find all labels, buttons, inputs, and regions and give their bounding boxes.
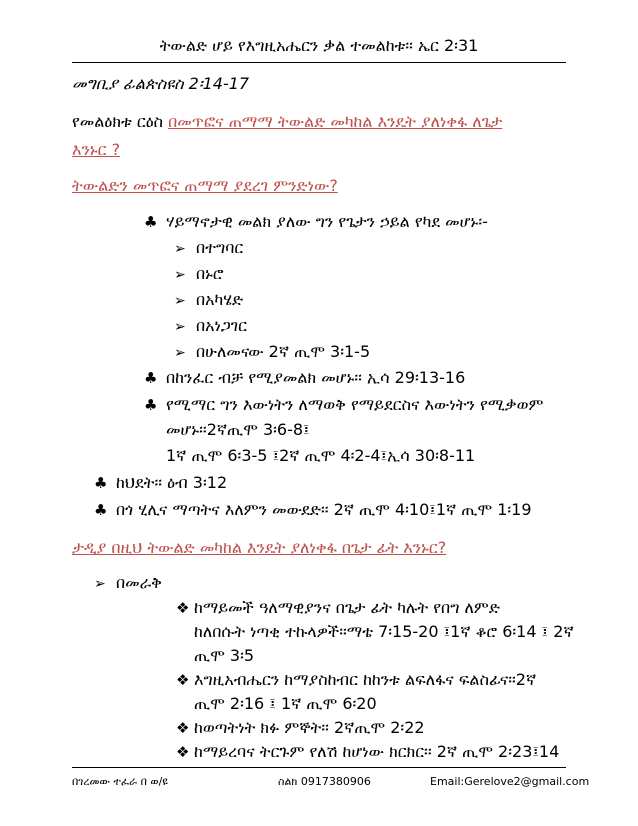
- s1-bullet-3: [144, 395, 543, 415]
- s2-diamond-1: [176, 598, 500, 618]
- club-bullet-icon: ♣: [94, 501, 108, 519]
- s2-diamond-1-text-1: ከማይመች ዓለማዊያንና በጌታ ፊት ካሉት የበግ ለምድ: [194, 598, 500, 617]
- club-bullet-icon: ♣: [144, 369, 158, 387]
- s2-diamond-3-text: ከወጣትነት ክፉ ምኞት፡፡ 2ኛጢሞ 2፡22: [194, 718, 425, 737]
- s2-diamond-4: [176, 742, 559, 762]
- page-header: ትውልድ ሆይ የእግዚአሔርን ቃል ተመልከቱ፡፡ ኤር 2፡31: [159, 36, 479, 55]
- section1-title: ትውልድን መጥፎና ጠማማ ያደረገ ምንድነው?: [72, 176, 338, 195]
- arrow-bullet-icon: ➢: [174, 293, 186, 309]
- s2-diamond-2-text-1: እግዚአብሔርን ከማያስከብር ከከንቱ ልፍለፋና ፍልስፊና፡፡2ኛ: [194, 670, 537, 689]
- arrow-bullet-icon: ➢: [174, 241, 186, 257]
- s1-sub-3: [174, 290, 243, 310]
- footer-email: Email:Gerelove2@gmail.com: [430, 775, 590, 788]
- s1-bullet-3-text-3: 1ኛ ጢሞ 6፡3-5 ፤2ኛ ጢሞ 4፡2-4፤ኢሳ 30፡8-11: [166, 446, 476, 465]
- s1-bullet-4-text: ከህደት፡፡ ዕብ 3፡12: [116, 473, 228, 492]
- s1-sub-1-text: በተግባር: [196, 238, 244, 257]
- header-rule: [72, 62, 566, 63]
- diamond-bullet-icon: ❖: [176, 599, 190, 617]
- footer-author: በገረመው ተፈራ በ ወ/ዩ: [72, 775, 168, 788]
- s1-bullet-5-text: በጎ ሂሊና ማጣትና እለምን መውደድ፡፡ 2ኛ ጢሞ 4፡10፤1ኛ ጢሞ 1፡19: [116, 500, 532, 519]
- arrow-bullet-icon: ➢: [174, 319, 186, 335]
- diamond-bullet-icon: ❖: [176, 671, 190, 689]
- s1-sub-4-text: በአነጋገር: [196, 316, 247, 335]
- s1-sub-5: [174, 342, 370, 362]
- reading-reference: መግቢያ ፊልጵስዩስ 2፡14-17: [72, 74, 250, 93]
- s1-bullet-1: [144, 212, 488, 232]
- s1-bullet-2: [144, 368, 465, 388]
- topic-lead: የመልዕክቱ ርዕስ: [72, 112, 169, 131]
- arrow-bullet-icon: ➢: [174, 345, 186, 361]
- s2-diamond-1-text-3: ጢሞ 3፡5: [194, 646, 255, 665]
- s2-arrow-text: በመራቅ: [116, 573, 162, 592]
- s1-bullet-3-text-1: የሚማር ግን እውነትን ለማወቅ የማይደርስና እውነትን የሚቃወም: [166, 395, 544, 414]
- s1-sub-5-text: በሁለመናው 2ኛ ጢሞ 3፡1-5: [196, 342, 371, 361]
- diamond-bullet-icon: ❖: [176, 743, 190, 761]
- topic-highlight-1: በመጥፎና ጠማማ ትውልድ መካከል እንዴት ያለነቀፋ ለጌታ: [168, 112, 503, 131]
- s1-sub-4: [174, 316, 247, 336]
- topic-line-1: [72, 112, 502, 132]
- section2-title: ታዲያ በዚህ ትውልድ መካከል እንዴት ያለነቀፋ በጌታ ፊት እንኑር?: [72, 538, 447, 557]
- s2-diamond-2-text-2: ጢሞ 2፡16 ፤ 1ኛ ጢሞ 6፡20: [194, 694, 377, 713]
- s1-bullet-1-text: ሃይማኖታዊ መልክ ያለው ግን የጌታን ኃይል የካደ መሆኑ፡-: [166, 212, 488, 231]
- s1-bullet-2-text: በከንፈር ብቻ የሚያመልክ መሆኑ፡፡ ኢሳ 29፡13-16: [166, 368, 466, 387]
- s1-bullet-5: [94, 500, 532, 520]
- arrow-bullet-icon: ➢: [94, 576, 106, 592]
- s1-sub-2-text: በኑሮ: [196, 264, 224, 283]
- club-bullet-icon: ♣: [94, 474, 108, 492]
- s1-bullet-3-text-2: መሆኑ፡፡2ኛጢሞ 3፡6-8፤: [166, 420, 310, 439]
- footer-rule: [72, 767, 566, 768]
- s1-sub-3-text: በአካሄድ: [196, 290, 244, 309]
- s1-sub-1: [174, 238, 243, 258]
- s2-diamond-2: [176, 670, 536, 690]
- s2-diamond-4-text: ከማይረባና ትርጉም የለሽ ከሆነው ክርክር፡፡ 2ኛ ጢሞ 2፡23፤14: [194, 742, 560, 761]
- topic-highlight-2: እንኑር ?: [72, 140, 121, 159]
- club-bullet-icon: ♣: [144, 213, 158, 231]
- s1-sub-2: [174, 264, 224, 284]
- diamond-bullet-icon: ❖: [176, 719, 190, 737]
- s2-diamond-3: [176, 718, 425, 738]
- s2-diamond-1-text-2: ከለበሱት ነጣቂ ተኩላዎች፡፡ማቴ 7፡15-20 ፤1ኛ ቆሮ 6፡14 ፤ 2ኛ: [194, 622, 574, 641]
- footer-phone: ስልክ 0917380906: [278, 775, 371, 788]
- s1-bullet-4: [94, 473, 227, 493]
- club-bullet-icon: ♣: [144, 396, 158, 414]
- s2-arrow-item: [94, 573, 162, 593]
- arrow-bullet-icon: ➢: [174, 267, 186, 283]
